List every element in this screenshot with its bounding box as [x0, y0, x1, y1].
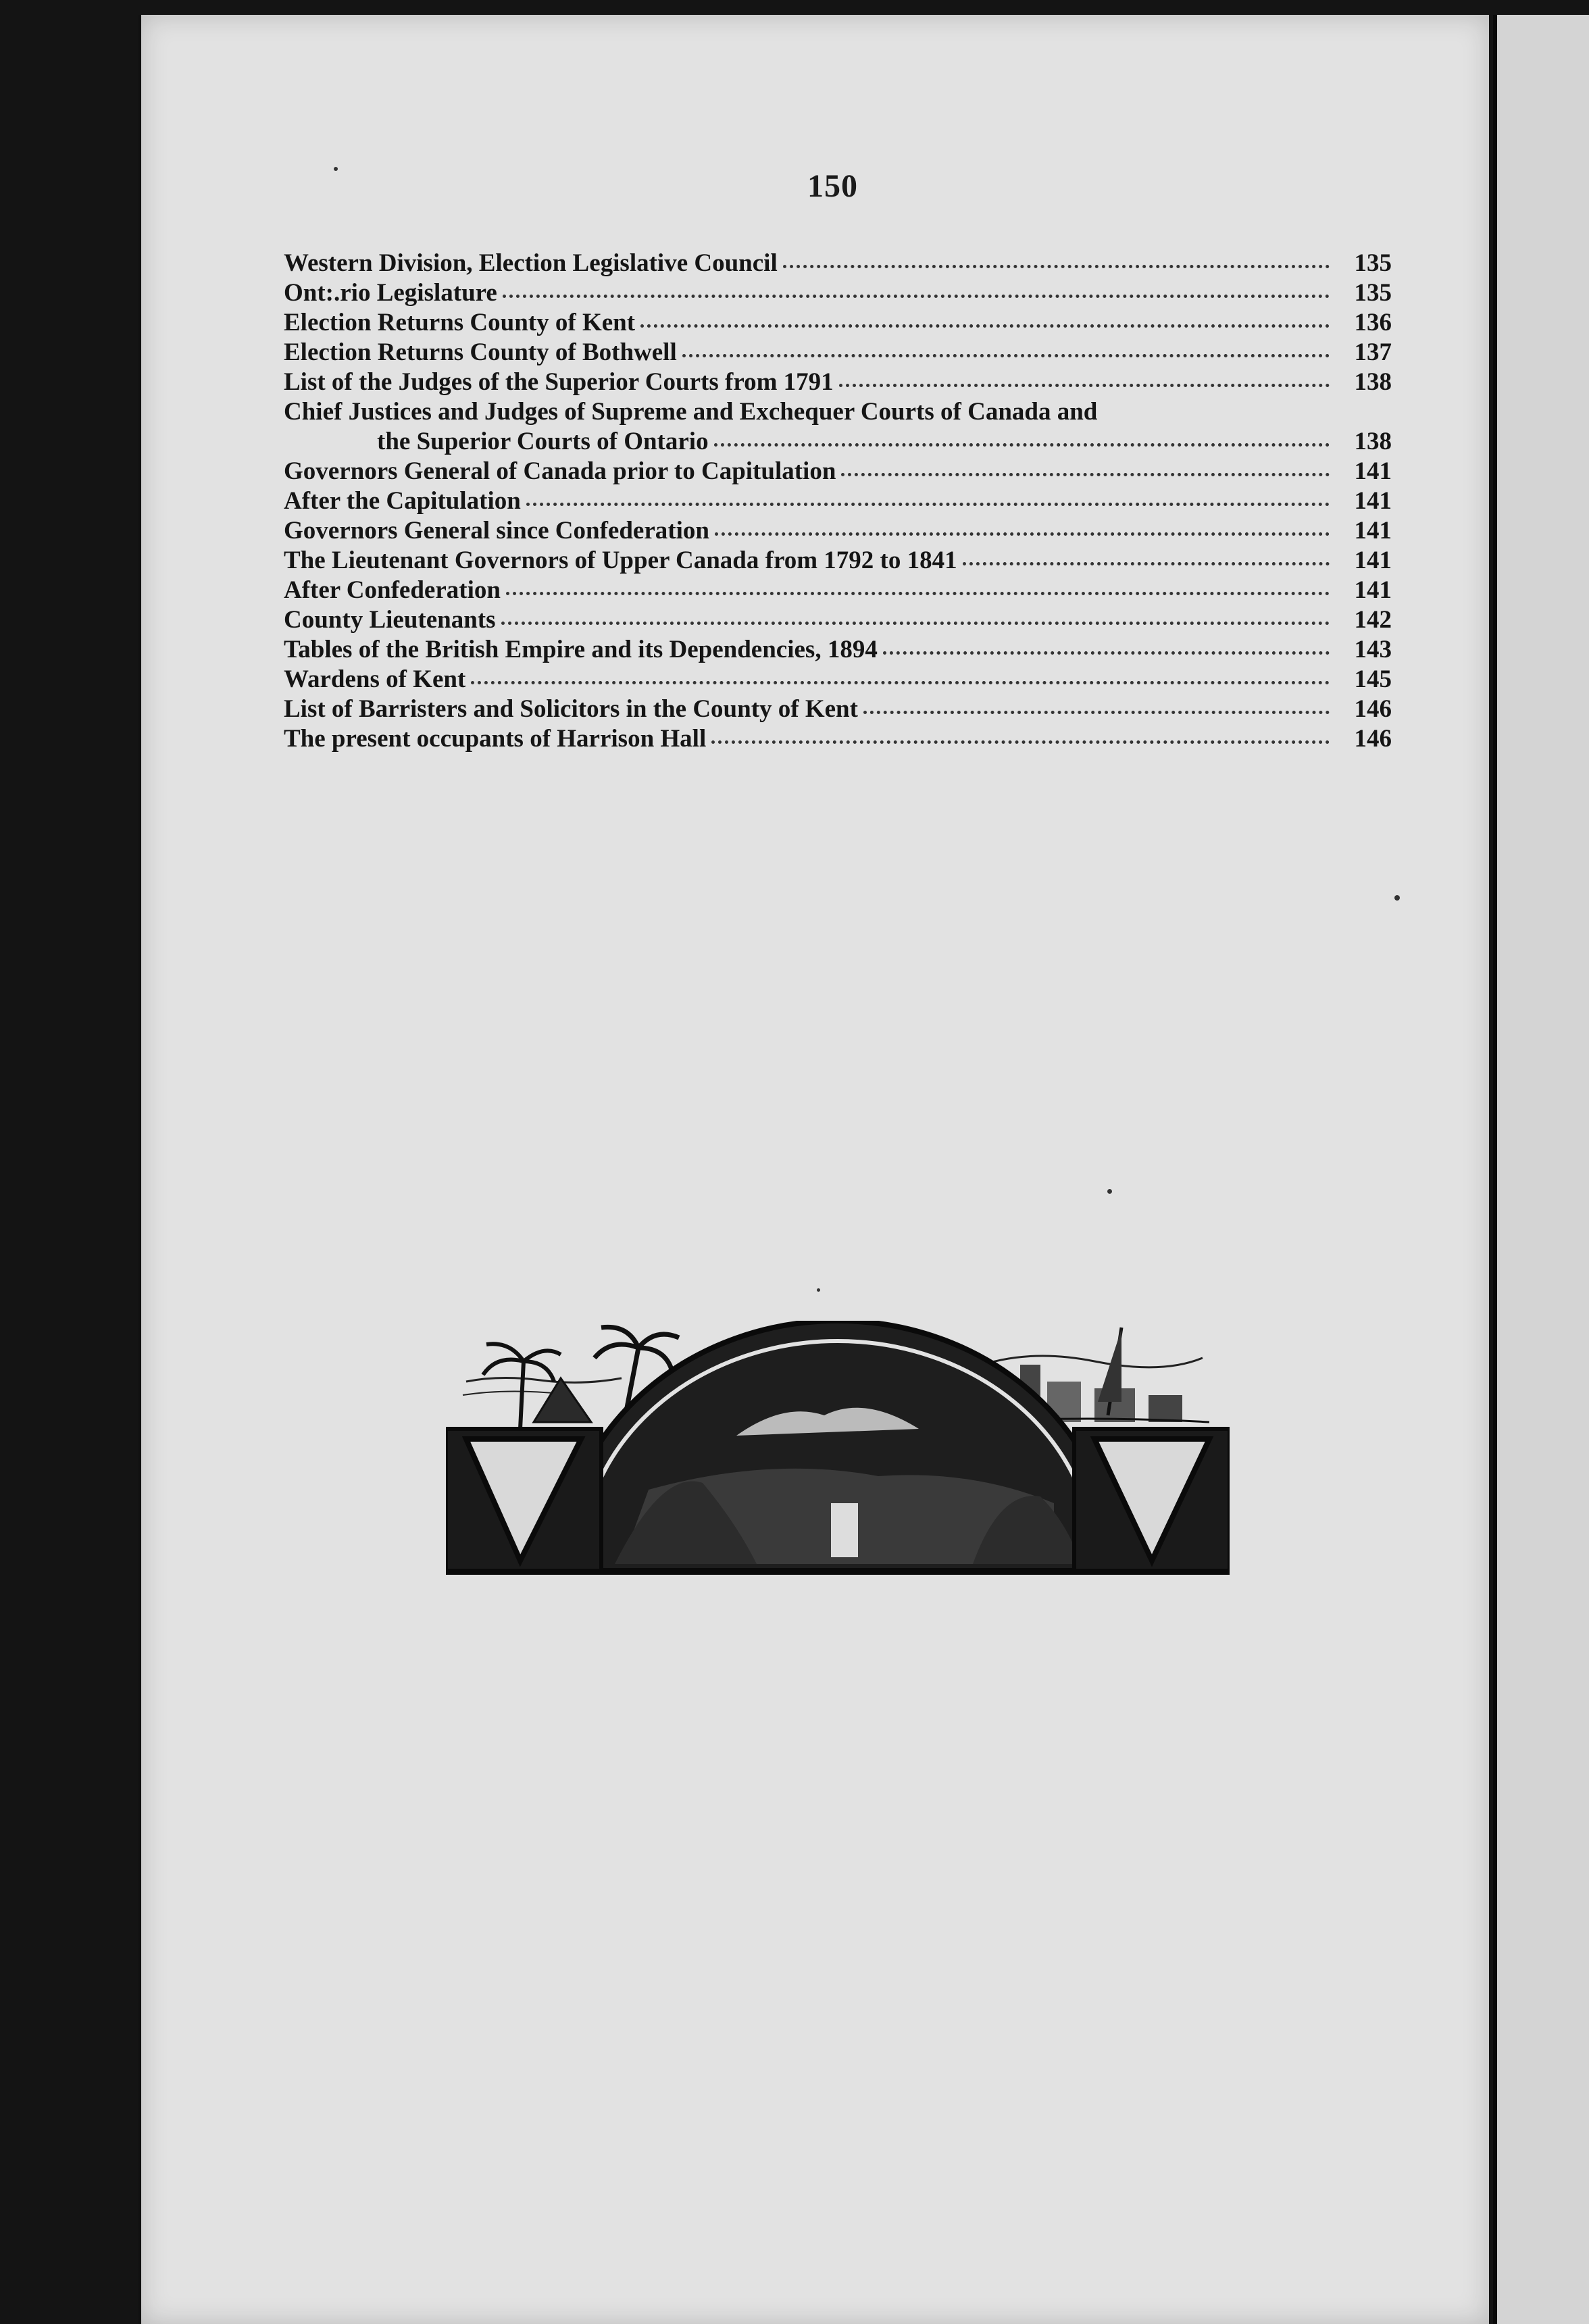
toc-entry: [284, 368, 1392, 397]
toc-dot-leader: [863, 701, 1330, 714]
toc-entry-title: County Lieutenants: [284, 606, 496, 634]
toc-dot-leader: [503, 285, 1330, 298]
toc-entry: [284, 308, 1392, 338]
facing-page-edge: [1493, 15, 1589, 2324]
toc-entry-title: After the Capitulation: [284, 487, 521, 515]
toc-dot-leader: [714, 434, 1330, 447]
toc-dot-leader: [501, 612, 1330, 625]
toc-entry-page: 138: [1354, 428, 1392, 455]
toc-entry-continuation: [284, 427, 1392, 457]
toc-dot-leader: [715, 523, 1330, 536]
dome-scene-icon: [561, 1321, 1115, 1571]
toc-dot-leader: [963, 553, 1330, 565]
toc-entry-title-cont: the Superior Courts of Ontario: [377, 428, 709, 455]
toc-dot-leader: [506, 582, 1330, 595]
toc-entry-page: 141: [1354, 487, 1392, 515]
toc-entry-page: 136: [1354, 309, 1392, 336]
toc-entry-title: Governors General of Canada prior to Capitulation: [284, 457, 836, 485]
toc-entry: [284, 278, 1392, 308]
toc-entry-page: 141: [1354, 517, 1392, 545]
toc-entry-title: Tables of the British Empire and its Dependencies, 1894: [284, 636, 878, 663]
toc-entry: [284, 457, 1392, 486]
toc-entry-title: Western Division, Election Legislative Council: [284, 249, 778, 277]
toc-entry-title: Election Returns County of Bothwell: [284, 338, 677, 366]
toc-entry-page: 143: [1354, 636, 1392, 663]
toc-dot-leader: [711, 731, 1330, 744]
toc-entry-page: 135: [1354, 279, 1392, 307]
toc-dot-leader: [526, 493, 1330, 506]
toc-entry-page: 141: [1354, 457, 1392, 485]
toc-entry-title: Governors General since Confederation: [284, 517, 709, 545]
toc-entry-title: Chief Justices and Judges of Supreme and Exchequer Courts of Canada and: [284, 398, 1098, 426]
toc-entry-page: 145: [1354, 665, 1392, 693]
toc-entry: [284, 576, 1392, 605]
toc-entry-page: 142: [1354, 606, 1392, 634]
toc-entry-title: Wardens of Kent: [284, 665, 466, 693]
toc-entry-page: 141: [1354, 547, 1392, 574]
toc-entry-title: The Lieutenant Governors of Upper Canada from 1792 to 1841: [284, 547, 957, 574]
toc-entry-title: Ont:.rio Legislature: [284, 279, 497, 307]
toc-entry-page: 135: [1354, 249, 1392, 277]
toc-entry-title: List of Barristers and Solicitors in the County of Kent: [284, 695, 858, 723]
scan-speck: [334, 167, 338, 171]
toc-entry: [284, 635, 1392, 665]
toc-entry-title: After Confederation: [284, 576, 501, 604]
toc-entry: [284, 397, 1392, 457]
toc-entry-title: Election Returns County of Kent: [284, 309, 636, 336]
toc-entry-title: The present occupants of Harrison Hall: [284, 725, 707, 753]
toc-entry: [284, 665, 1392, 694]
toc-dot-leader: [841, 463, 1330, 476]
toc-entry: [284, 249, 1392, 278]
toc-entry-page: 146: [1354, 695, 1392, 723]
toc-dot-leader: [839, 374, 1330, 387]
toc-entry: [284, 546, 1392, 576]
toc-dot-leader: [471, 672, 1330, 684]
toc-entry-page: 138: [1354, 368, 1392, 396]
toc-entry: [284, 694, 1392, 724]
scan-speck: [1394, 895, 1400, 901]
toc-entry: [284, 724, 1392, 754]
toc-entry-page: 141: [1354, 576, 1392, 604]
toc-dot-leader: [682, 345, 1330, 357]
toc-entry: [284, 338, 1392, 368]
scan-speck: [1107, 1189, 1112, 1194]
toc-dot-leader: [640, 315, 1330, 328]
toc-dot-leader: [783, 255, 1330, 268]
toc-entry: [284, 486, 1392, 516]
table-of-contents: [284, 249, 1392, 754]
toc-entry: [284, 516, 1392, 546]
scan-speck: [817, 1288, 820, 1292]
toc-dot-leader: [883, 642, 1330, 655]
toc-entry: [284, 605, 1392, 635]
page-number: 150: [807, 168, 858, 204]
toc-entry-title: List of the Judges of the Superior Courts from 1791: [284, 368, 834, 396]
toc-entry-page: 146: [1354, 725, 1392, 753]
toc-entry-page: 137: [1354, 338, 1392, 366]
landscape-vignette-icon: [446, 1321, 1230, 1577]
